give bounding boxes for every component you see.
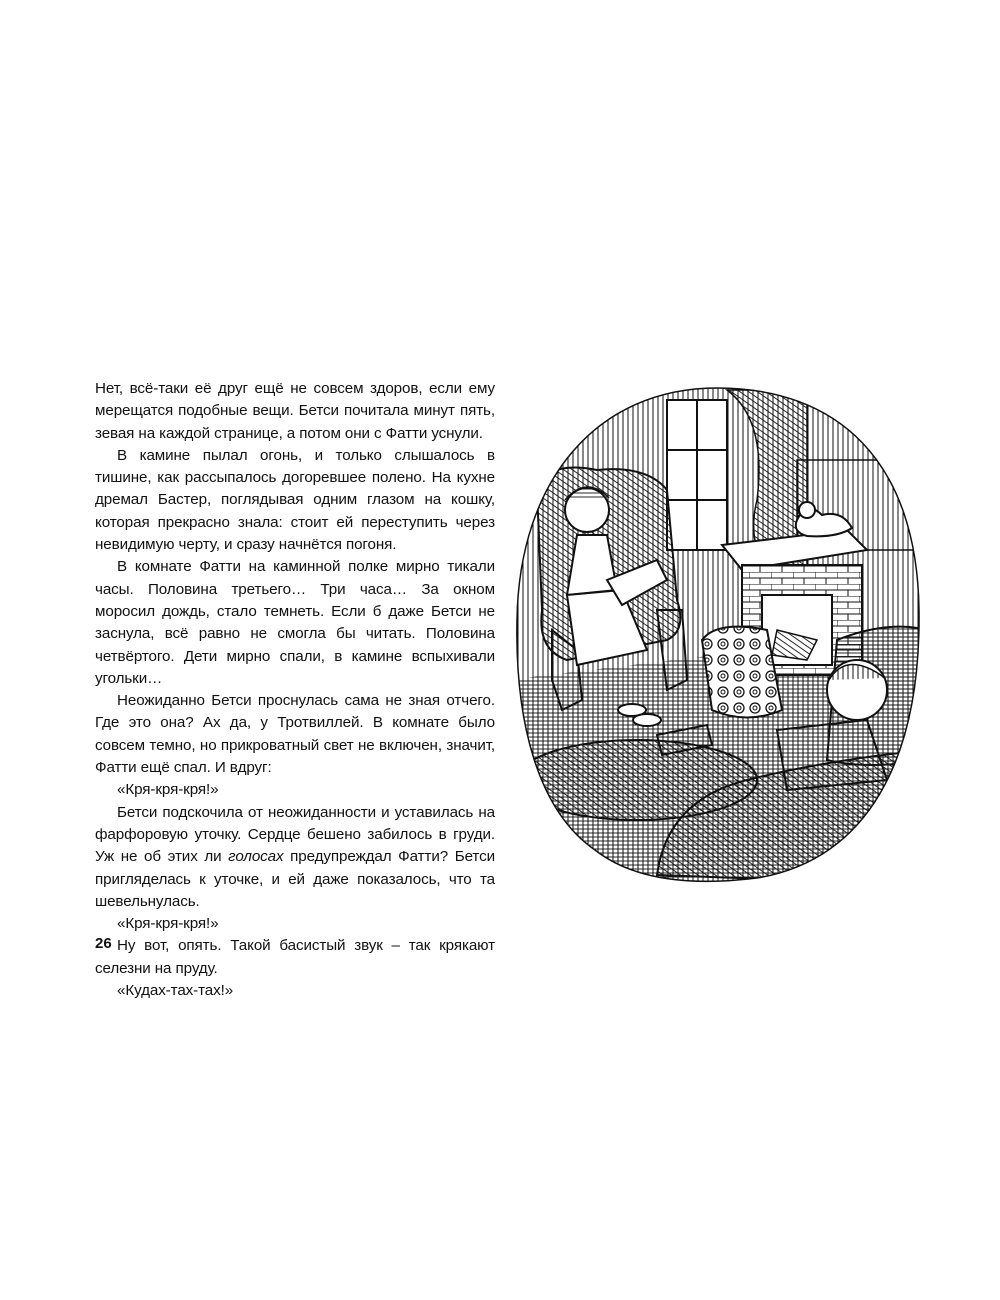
- paragraph: «Кря-кря-кря!»: [117, 781, 219, 799]
- paragraph: [95, 802, 495, 913]
- paragraph: Неожиданно Бетси проснулась сама не зная отчего. Где это она? Ах да, у Тротвиллей. В комнате было совсем темно, но прикроватный свет не включен, значит, Фатти ещё спал. И вдруг:: [95, 692, 495, 777]
- paragraph: «Кря-кря-кря!»: [117, 915, 219, 933]
- paragraph: «Кудах-тах-тах!»: [117, 982, 234, 1000]
- paragraph: В комнате Фатти на каминной полке мирно тикали часы. Половина третьего… Три часа… За окном моросил дождь, стало темнеть. Если б даже Бетси не заснула, всё равно не смогла бы читать. Половина четвёртого. Дети мирно спали, в камине вспыхивали угольки…: [95, 558, 495, 687]
- paragraph-part: предупреждал Фатти? Бетси пригляделась к уточке, и ей даже показалось, что та шевельнулась.: [95, 848, 495, 910]
- italic-word: голосах: [228, 848, 284, 866]
- page-number: 26: [95, 935, 112, 952]
- paragraph: Ну вот, опять. Такой басистый звук – так крякают селезни на пруду.: [95, 937, 495, 977]
- paragraph-part: Бетси подскочила от неожиданности и уставилась на фарфоровую уточку. Сердце бешено забилось в груди. Уж не об этих ли: [95, 803, 495, 866]
- illustration: [507, 380, 927, 885]
- paragraph: В камине пылал огонь, и только слышалось в тишине, как рассыпалось догоревшее полено. На кухне дремал Бастер, поглядывая одним глазом на кошку, которая прекрасно знала: стоит ей переступить через невидимую черту, и сразу начнётся погоня.: [95, 446, 495, 554]
- paragraph: Нет, всё-таки её друг ещё не совсем здоров, если ему мерещатся подобные вещи. Бетси почитала минут пять, зевая на каждой странице, а потом они с Фатти уснули.: [95, 380, 495, 442]
- body-text: [95, 378, 495, 1002]
